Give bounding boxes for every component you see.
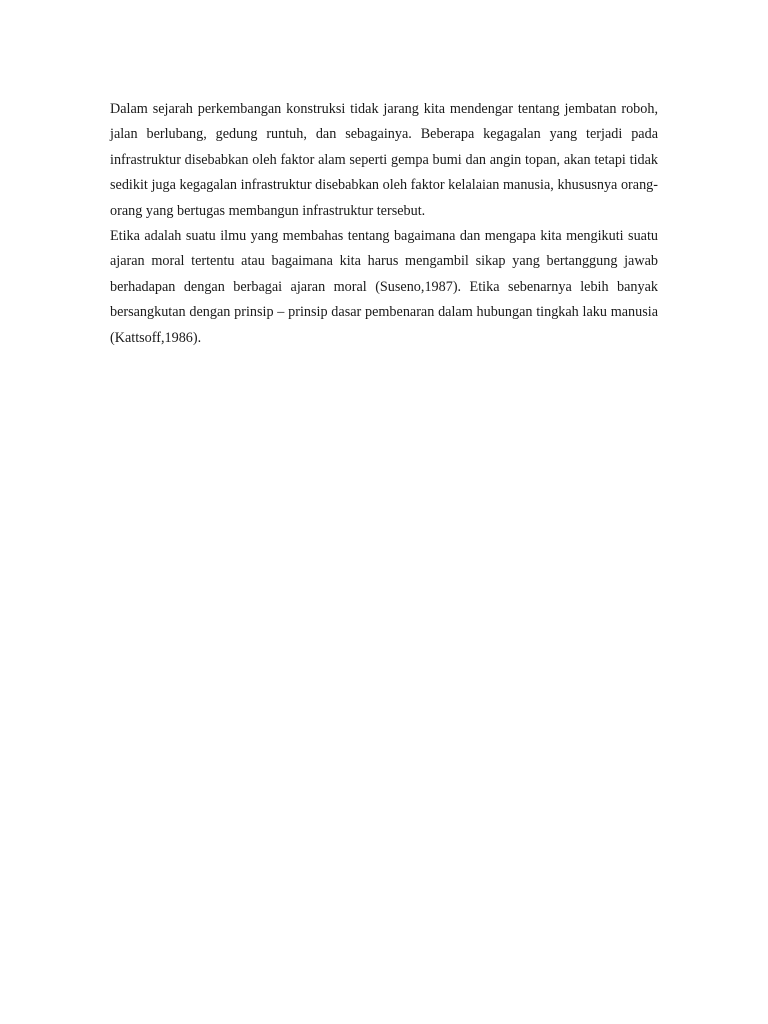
paragraph-construction-failures: Dalam sejarah perkembangan konstruksi tidak jarang kita mendengar tentang jembatan roboh, jalan berlubang, gedung runtuh, dan sebagainya. Beberapa kegagalan yang terjadi pada infrastruktur disebabkan oleh faktor alam seperti gempa bumi dan angin topan, akan tetapi tidak sedikit juga kegagalan infrastruktur disebabkan oleh faktor kelalaian manusia, khususnya orang-orang yang bertugas membangun infrastruktur tersebut. [110, 101, 658, 219]
document-body [110, 97, 658, 351]
paragraph-ethics-definition: Etika adalah suatu ilmu yang membahas tentang bagaimana dan mengapa kita mengikuti suatu ajaran moral tertentu atau bagaimana kita harus mengambil sikap yang bertanggung jawab berhadapan dengan berbagai ajaran moral (Suseno,1987). Etika sebenarnya lebih banyak bersangkutan dengan prinsip – prinsip dasar pembenaran dalam hubungan tingkah laku manusia (Kattsoff,1986). [110, 228, 658, 346]
